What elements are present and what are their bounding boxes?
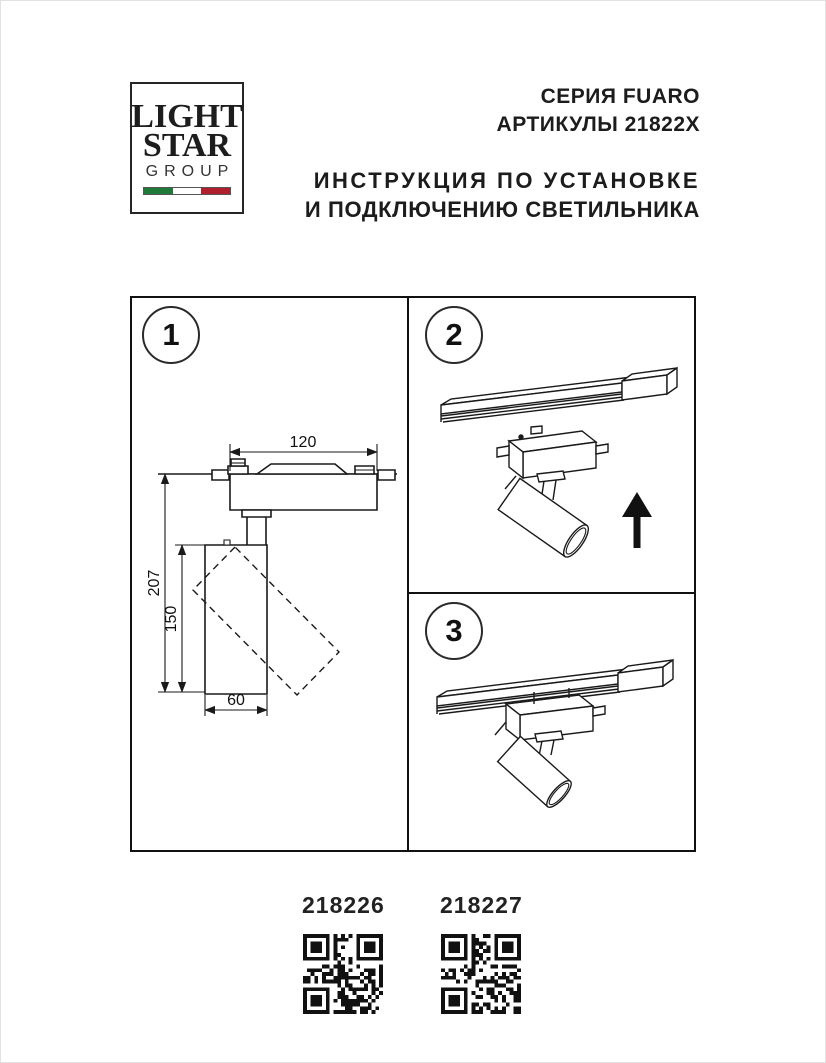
step-number: 1 <box>162 317 180 352</box>
instruction-title <box>305 166 700 224</box>
logo-word-group: GROUP <box>145 162 235 180</box>
flag-white-segment <box>173 188 202 194</box>
step-number: 3 <box>445 613 463 648</box>
lightstar-logo <box>130 82 244 214</box>
series-header <box>497 83 700 139</box>
logo-word-star: STAR <box>142 126 232 164</box>
step-3-number-badge <box>425 602 483 660</box>
track-rail-drawing <box>441 368 677 422</box>
step-2-number-badge <box>425 306 483 364</box>
articles-title: АРТИКУЛЫ 21822X <box>496 113 700 136</box>
step-number: 2 <box>445 317 463 352</box>
mounted-spotlight-drawing <box>495 688 605 811</box>
step-1-number-badge <box>142 306 200 364</box>
dimension-label-body-width: 60 <box>227 692 245 709</box>
up-arrow-icon <box>622 492 652 548</box>
step-3-panel <box>407 592 696 852</box>
article-qr-section <box>302 892 522 1014</box>
stem-collar <box>242 510 271 517</box>
logo-word-light: LIGHT <box>131 97 243 135</box>
qr-code-image <box>303 934 383 1014</box>
dimension-label-width: 120 <box>289 434 317 451</box>
instruction-title-line1: ИНСТРУКЦИЯ ПО УСТАНОВКЕ <box>313 168 700 193</box>
flag-green-segment <box>144 188 173 194</box>
left-track-tab <box>212 470 229 480</box>
body-top-notch <box>224 540 230 545</box>
qr-item-218226 <box>302 892 384 1014</box>
qr-item-218227 <box>440 892 522 1014</box>
adapter-box <box>230 474 377 510</box>
article-code-label: 218226 <box>302 892 385 918</box>
article-code-label: 218227 <box>440 892 523 918</box>
italian-flag-bar <box>143 187 231 195</box>
flag-red-segment <box>201 188 230 194</box>
qr-code-image <box>441 934 521 1014</box>
step-1-panel <box>130 296 409 852</box>
dimension-drawing <box>132 298 407 850</box>
installation-steps-grid <box>130 296 696 852</box>
instruction-title-line2: И ПОДКЛЮЧЕНИЮ СВЕТИЛЬНИКА <box>304 197 700 222</box>
dimension-label-body-height: 150 <box>163 605 180 633</box>
dimension-label-total-height: 207 <box>146 569 163 597</box>
spotlight-drawing <box>497 426 608 561</box>
series-title: СЕРИЯ FUARO <box>540 85 700 108</box>
adapter-knob-base <box>228 466 248 474</box>
step-2-panel <box>407 296 696 594</box>
right-track-tab <box>378 470 395 480</box>
adapter-top-trapezoid <box>257 464 347 474</box>
